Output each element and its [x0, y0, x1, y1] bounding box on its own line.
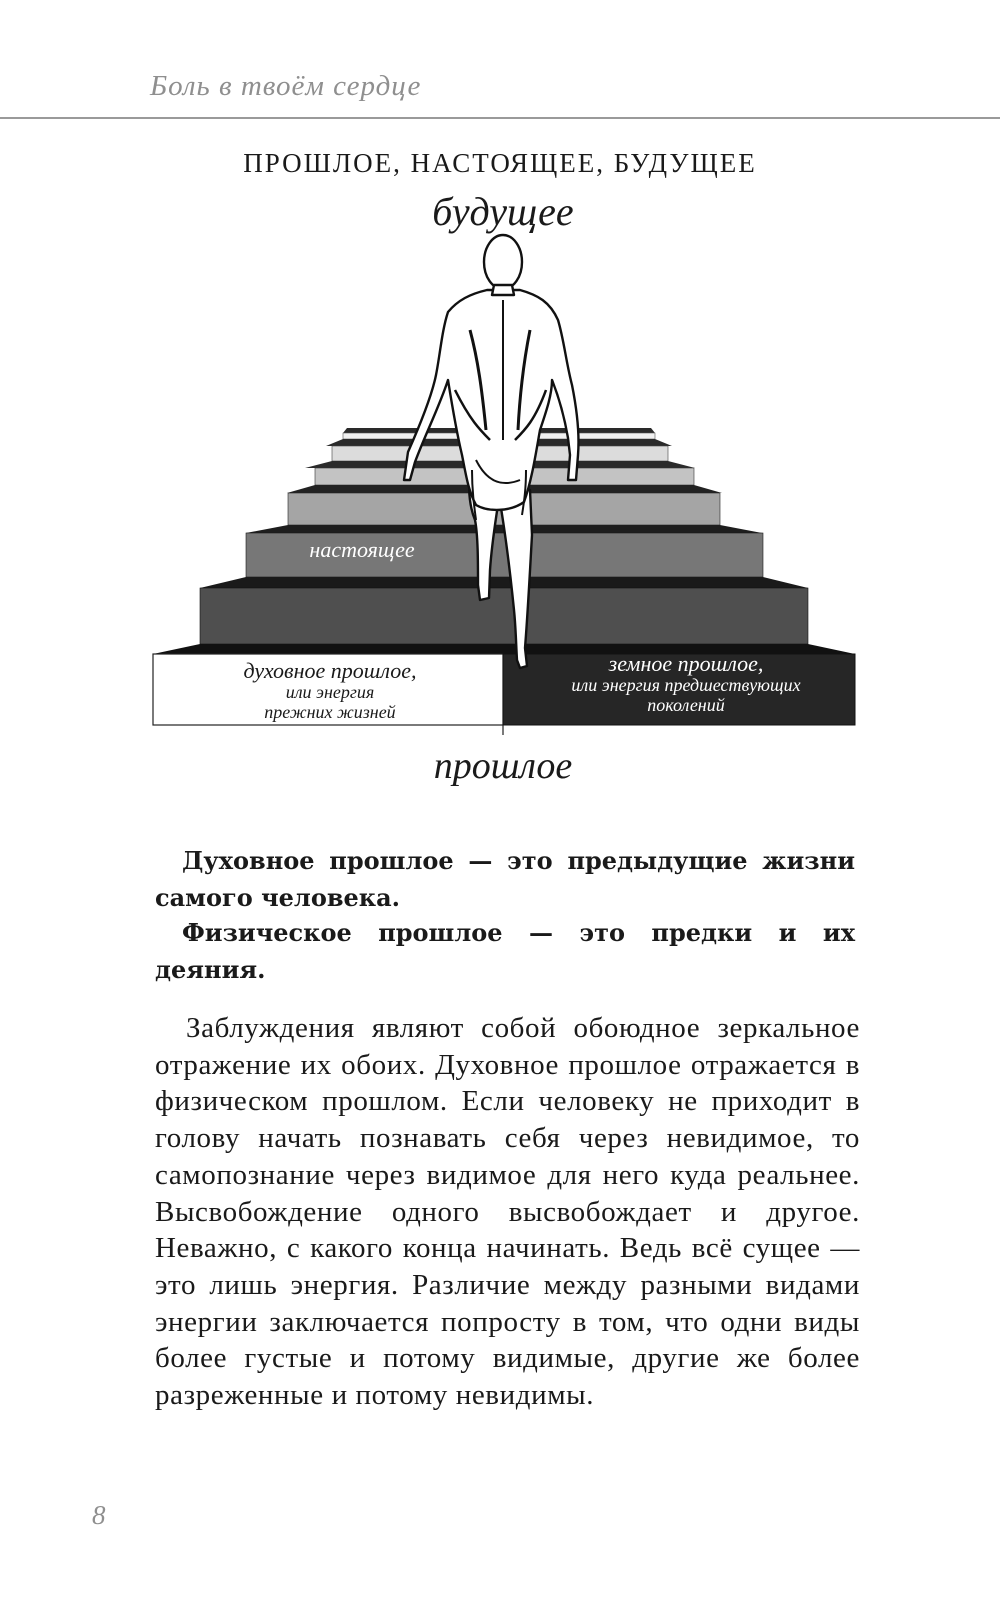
body-paragraph: Заблуждения являют собой обоюдное зеркальное отражение их обоих. Духовное прошлое отражается в физическом прошлом. Если человеку не приходит в голову начать познавать себя через невидимое, то самопознание через видимое для него куда реальнее. Высвобождение одного высвобождает и другое. Неважно, с какого конца начинать. Ведь всё сущее — это лишь энергия. Различие между разными видами энергии заключается попросту в том, что одни виды более густые и потому видимые, другие же более разреженные и потому невидимы.	[155, 1012, 860, 1412]
spiritual-past-line2: или энергия	[285, 682, 375, 702]
spiritual-past-title: духовное прошлое,	[243, 658, 417, 683]
future-label: будущее	[432, 190, 574, 234]
diagram-title: ПРОШЛОЕ, НАСТОЯЩЕЕ, БУДУЩЕЕ	[243, 148, 757, 178]
header-rule	[0, 117, 1000, 119]
earthly-past-line3: поколений	[647, 695, 725, 715]
bold-paragraph-physical: Физическое прошлое — это предки и их деяния.	[155, 918, 855, 984]
past-label: прошлое	[433, 745, 573, 787]
present-label: настоящее	[309, 537, 415, 562]
spiritual-past-line3: прежних жизней	[264, 702, 396, 722]
bold-paragraph-spiritual: Духовное прошлое — это предыдущие жизни самого человека.	[155, 846, 855, 912]
step-6-edge	[200, 577, 808, 588]
step-6	[200, 588, 808, 644]
earthly-past-title: земное прошлое,	[608, 651, 764, 676]
page-number: 8	[92, 1500, 106, 1530]
running-head: Боль в твоём сердце	[150, 70, 422, 102]
staircase-diagram	[0, 190, 1000, 810]
earthly-past-line2: или энергия предшествующих	[571, 675, 801, 695]
